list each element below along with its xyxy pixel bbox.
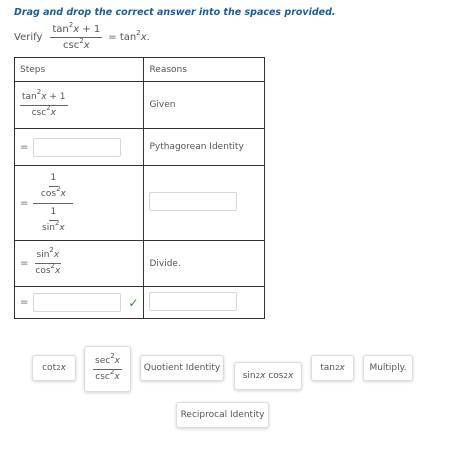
var: x <box>53 250 60 260</box>
step-cell <box>15 241 144 287</box>
equals-sign: = <box>20 141 29 153</box>
instruction-text: Drag and drop the correct answer into the spaces provided. <box>14 7 336 18</box>
exponent: 2 <box>54 218 60 227</box>
numerator: 1 <box>49 172 59 187</box>
equals-sign: = <box>20 258 29 269</box>
exponent: 2 <box>110 351 115 360</box>
reason-cell <box>144 166 265 241</box>
answer-tile-reciprocal-identity[interactable] <box>176 402 269 428</box>
fraction-bar <box>33 203 73 204</box>
fn: cos <box>268 371 284 381</box>
exponent: 2 <box>46 103 51 112</box>
step-cell <box>15 166 144 241</box>
reason-cell <box>144 82 265 129</box>
step-fraction <box>33 246 62 278</box>
fn: sec <box>95 355 111 366</box>
fn: = tan <box>108 31 137 43</box>
verify-label: Verify <box>14 31 43 43</box>
tile-fraction <box>93 351 122 384</box>
numerator <box>93 351 122 370</box>
verify-numerator <box>50 20 102 38</box>
answer-tile-tan2x[interactable]: tan 2 x <box>311 355 354 381</box>
steps-header: Steps <box>15 58 144 82</box>
exponent: 2 <box>79 36 84 45</box>
reason-drop-zone[interactable] <box>149 292 237 311</box>
proof-table <box>14 57 265 319</box>
exponent: 2 <box>109 367 115 376</box>
bottom-fraction <box>40 206 67 235</box>
exponent: 2 <box>68 20 74 29</box>
exponent: 2 <box>56 184 61 193</box>
fn: cos <box>40 188 57 199</box>
step-drop-zone[interactable] <box>33 293 121 312</box>
numerator <box>35 246 62 264</box>
answer-tile-sec-over-csc[interactable] <box>84 346 131 392</box>
table-row <box>15 82 265 129</box>
reasons-header: Reasons <box>144 58 265 82</box>
fn: tan <box>52 23 69 35</box>
reason-text: Pythagorean Identity <box>149 142 244 152</box>
reason-cell <box>144 241 265 287</box>
reason-cell <box>144 129 265 166</box>
fn: tan <box>22 91 37 102</box>
fn: csc <box>95 371 110 382</box>
var: x <box>83 39 90 51</box>
exponent: 2 <box>136 28 141 37</box>
table-row <box>15 129 265 166</box>
denominator <box>33 264 62 278</box>
tile-label: Quotient Identity <box>143 363 221 373</box>
denominator <box>93 367 121 384</box>
step-cell <box>15 287 144 319</box>
reason-text: Divide. <box>149 258 181 269</box>
var: x <box>114 371 120 382</box>
table-row <box>15 166 265 241</box>
fn: sin <box>242 371 256 381</box>
exponent: 2 <box>36 87 42 96</box>
var: x <box>60 363 66 373</box>
reason-drop-zone[interactable] <box>149 192 237 211</box>
var: x <box>339 363 345 373</box>
fn: cos <box>35 266 51 276</box>
var: x <box>260 371 266 381</box>
answer-tile-cot2x[interactable]: cot 2 x <box>32 355 76 381</box>
denominator <box>40 218 67 235</box>
term: + 1 <box>79 23 101 35</box>
term: + 1 <box>46 91 66 102</box>
answer-tile-sin2x-cos2x[interactable]: sin 2 x cos 2 x <box>234 362 302 390</box>
exponent: 2 <box>50 262 56 270</box>
verify-rhs <box>108 28 150 43</box>
var: x <box>41 91 47 102</box>
var: x <box>140 31 147 43</box>
var: x <box>59 222 65 233</box>
var: x <box>50 107 56 118</box>
equals-sign: = <box>20 197 29 209</box>
step-cell <box>15 82 144 129</box>
fn: cot <box>42 363 57 373</box>
fn: sin <box>42 222 55 233</box>
var: x <box>114 355 120 366</box>
fn: sin <box>36 250 50 260</box>
var: x <box>60 188 66 199</box>
step-drop-zone[interactable] <box>33 138 121 157</box>
fn: csc <box>63 39 80 51</box>
checkmark-icon: ✓ <box>128 295 139 310</box>
tile-label: Reciprocal Identity <box>180 410 265 420</box>
complex-fraction <box>33 172 73 235</box>
table-row <box>15 241 265 287</box>
answer-tile-quotient-identity[interactable] <box>140 355 224 381</box>
step-cell <box>15 129 144 166</box>
denominator <box>30 103 58 120</box>
verify-statement <box>14 21 150 53</box>
answer-tile-multiply[interactable] <box>363 355 413 381</box>
numerator: 1 <box>49 206 59 221</box>
fn: tan <box>320 363 335 373</box>
var: x <box>55 266 61 276</box>
period: . <box>146 31 150 43</box>
var: x <box>287 371 294 381</box>
tile-label: Multiply. <box>369 363 407 373</box>
numerator <box>20 87 68 106</box>
equals-sign: = <box>20 297 29 308</box>
reason-text: Given <box>149 100 176 110</box>
fn: csc <box>31 107 47 118</box>
verify-fraction <box>50 20 102 52</box>
var: x <box>73 23 80 35</box>
top-fraction <box>39 172 68 201</box>
step-fraction <box>20 87 68 120</box>
exponent: 2 <box>49 246 54 254</box>
reason-cell <box>144 287 265 319</box>
denominator <box>39 184 68 201</box>
verify-denominator <box>61 38 92 52</box>
table-row <box>15 287 265 319</box>
